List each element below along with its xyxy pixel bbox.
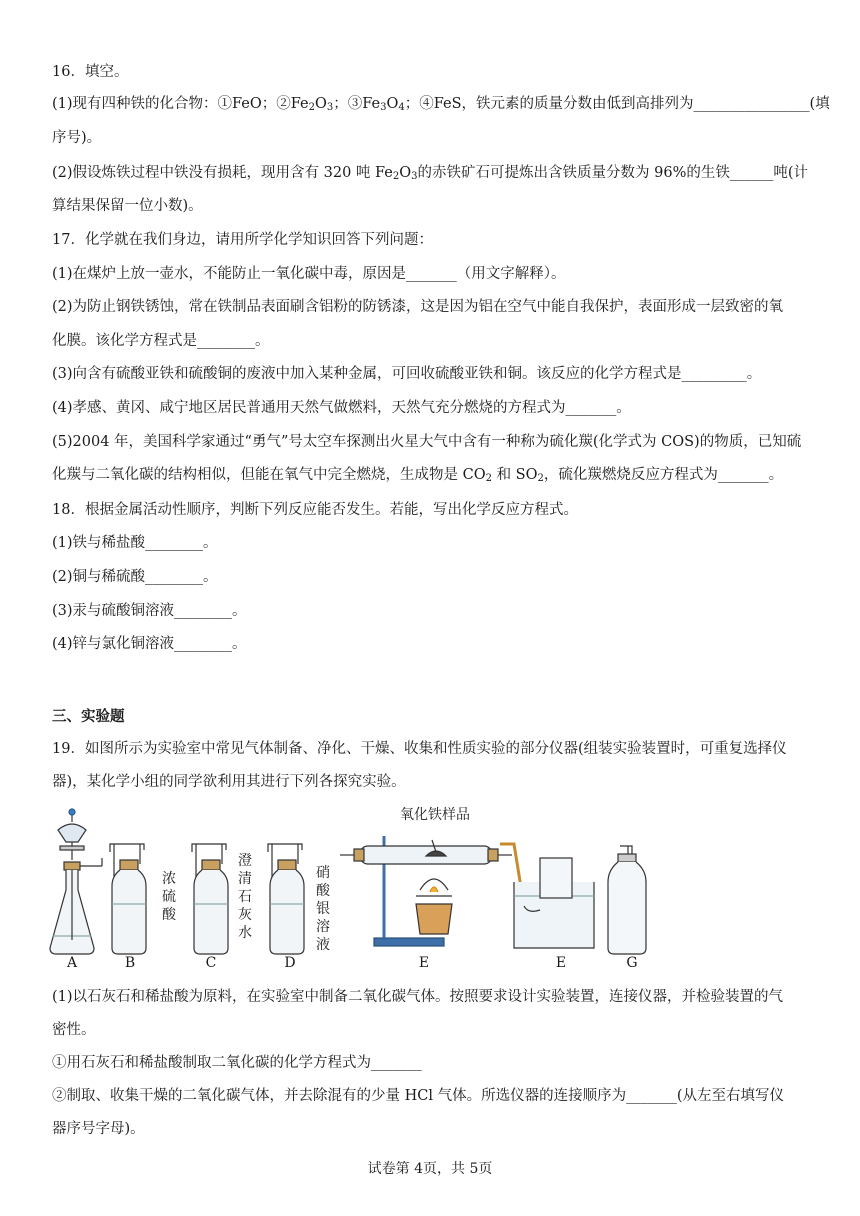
- q18-part1: (1)铁与稀盐酸________。: [52, 535, 218, 551]
- q16-part1-line1: (1)现有四种铁的化合物：①FeO；$②Fe_2O_3$；$③Fe_3O_4$；④FeS，铁元素的质量分数由低到高排列为________________(填: [52, 96, 830, 113]
- letter-d: D: [284, 955, 296, 971]
- q18-part4: (4)锌与氯化铜溶液________。: [52, 636, 247, 652]
- q16-part2-line1: (2)假设炼铁过程中铁没有损耗，现用含有 320 吨 $Fe_2O_3$的赤铁矿石可提炼出含铁质量分数为 96%的生铁______吨(计: [52, 165, 809, 182]
- q17-part2-line1: (2)为防止钢铁锈蚀，常在铁制品表面刷含铝粉的防锈漆，这是因为铝在空气中能自我保护，表面形成一层致密的氧: [52, 299, 784, 315]
- apparatus-f-trough: [500, 844, 594, 948]
- q19-intro-line1: 19．如图所示为实验室中常见气体制备、净化、干燥、收集和性质实验的部分仪器(组装实验装置时，可重复选择仪: [52, 741, 787, 757]
- label-b-conc-sulfuric-acid: 浓硫酸: [162, 871, 176, 923]
- q19-part1-sub1: ①用石灰石和稀盐酸制取二氧化碳的化学方程式为_______: [52, 1055, 422, 1071]
- q17-part3: (3)向含有硫酸亚铁和硫酸铜的废液中加入某种金属，可回收硫酸亚铁和铜。该反应的化学方程式是_________。: [52, 366, 762, 382]
- letter-a: A: [66, 955, 78, 971]
- page-footer: 试卷第 4页，共 5页: [367, 1161, 493, 1177]
- letter-b: B: [124, 955, 136, 971]
- apparatus-d-bottle: [268, 844, 304, 954]
- apparatus-g-bottle: [608, 846, 646, 954]
- apparatus-e-heating: [340, 836, 512, 946]
- q16-part2-line2: 算结果保留一位小数)。: [52, 198, 203, 214]
- q17-part1: (1)在煤炉上放一壶水，不能防止一氧化碳中毒，原因是_______（用文字解释）。: [52, 266, 566, 282]
- apparatus-figure: [44, 800, 684, 975]
- q17-part4: (4)孝感、黄冈、咸宁地区居民普通用天然气做燃料，天然气充分燃烧的方程式为_______。: [52, 400, 631, 416]
- q17-part5-line2: 化羰与二氧化碳的结构相似，但能在氧气中完全燃烧，生成物是 $CO_2$ 和 $SO_2$，硫化羰燃烧反应方程式为_______。: [52, 467, 784, 484]
- q16-part1-line2: 序号)。: [52, 130, 102, 146]
- apparatus-a-flask: [50, 809, 102, 954]
- q17-title: 17．化学就在我们身边，请用所学化学知识回答下列问题：: [52, 232, 433, 248]
- q17-part5-line1: (5)2004 年，美国科学家通过“勇气”号太空车探测出火星大气中含有一种称为硫化羰(化学式为 COS)的物质，已知硫: [52, 434, 802, 450]
- q19-part1-line2: 密性。: [52, 1022, 96, 1038]
- label-d-silver-nitrate: 硝酸银溶液: [316, 865, 330, 953]
- q18-part2: (2)铜与稀硫酸________。: [52, 569, 218, 585]
- apparatus-c-bottle: [192, 844, 228, 954]
- q19-part1-line1: (1)以石灰石和稀盐酸为原料，在实验室中制备二氧化碳气体。按照要求设计实验装置，连接仪器，并检验装置的气: [52, 989, 784, 1005]
- letter-e-second: E: [555, 955, 567, 971]
- label-c-limewater: 澄清石灰水: [238, 853, 252, 941]
- letter-e: E: [418, 955, 430, 971]
- q17-part2-line2: 化膜。该化学方程式是________。: [52, 333, 270, 349]
- letter-c: C: [205, 955, 217, 971]
- q18-part3: (3)汞与硫酸铜溶液________。: [52, 603, 247, 619]
- apparatus-b-bottle: [110, 844, 146, 954]
- q19-intro-line2: 器)，某化学小组的同学欲利用其进行下列各探究实验。: [52, 774, 406, 790]
- letter-g: G: [626, 955, 638, 971]
- q16-title: 16．填空。: [52, 64, 129, 80]
- q19-part1-sub2-line1: ②制取、收集干燥的二氧化碳气体，并去除混有的少量 HCl 气体。所选仪器的连接顺序为_______(从左至右填写仪: [52, 1088, 784, 1104]
- q19-part1-sub2-line2: 器序号字母)。: [52, 1121, 145, 1137]
- section-title: 三、实验题: [52, 708, 125, 725]
- q18-title: 18．根据金属活动性顺序，判断下列反应能否发生。若能，写出化学反应方程式。: [52, 502, 578, 518]
- label-iron-oxide-sample: 氧化铁样品: [400, 807, 470, 823]
